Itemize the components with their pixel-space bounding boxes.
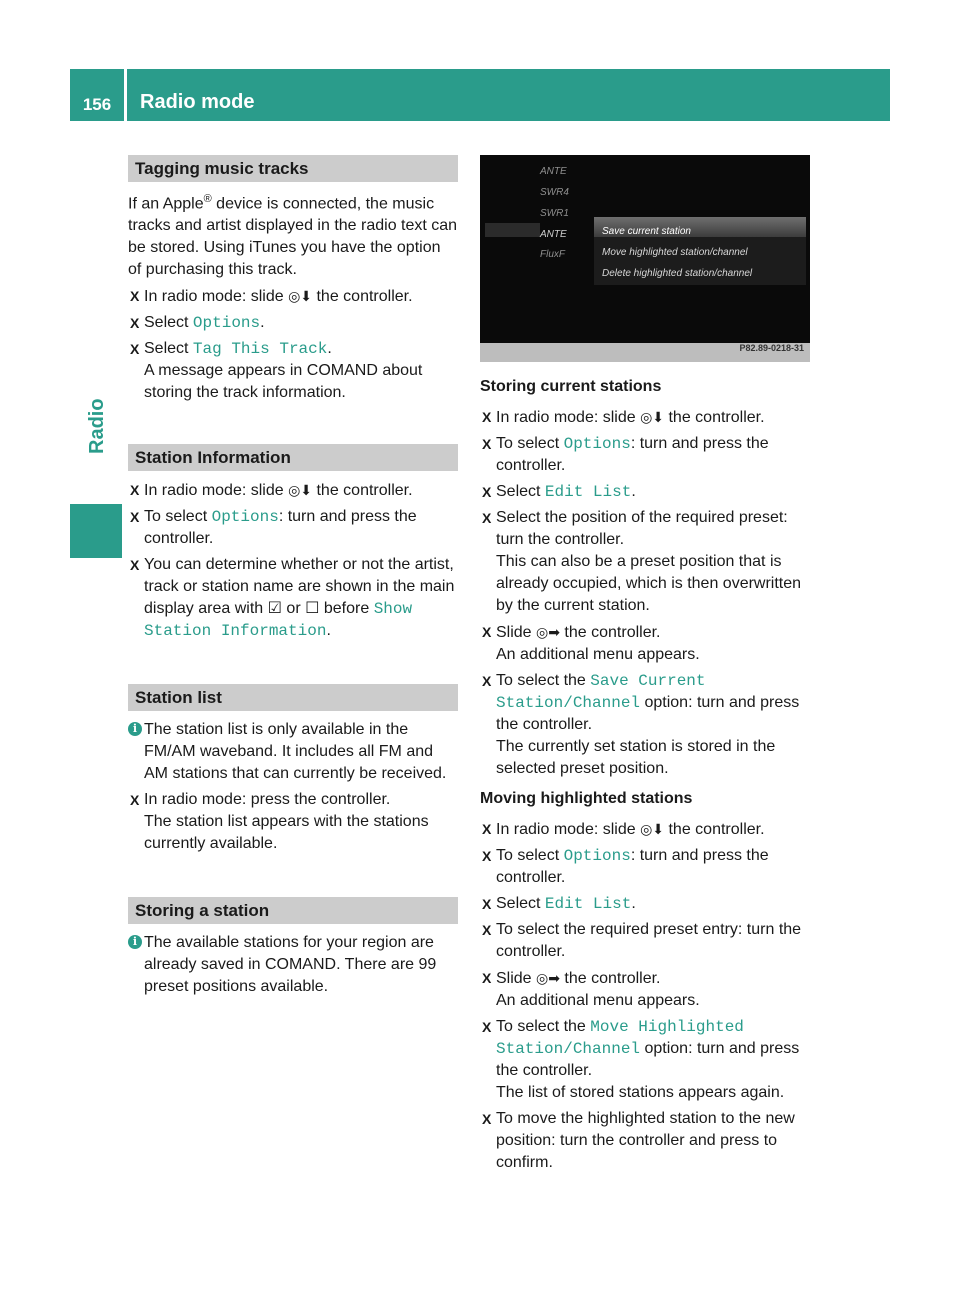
step-note: This can also be a preset position that is already occupied, which is then overwritten by the current station. bbox=[496, 553, 802, 614]
step-arrow-icon: X bbox=[482, 922, 492, 938]
step-arrow-icon: X bbox=[482, 1019, 492, 1035]
controller-icon: ◎➡ bbox=[536, 970, 560, 986]
step: X To move the highlighted station to the new position: turn the controller and press to confirm. bbox=[482, 1110, 795, 1171]
step: X Slide ◎➡ the controller. An additional menu appears. bbox=[480, 967, 812, 1012]
station-list-preview bbox=[480, 155, 590, 343]
step-arrow-icon: X bbox=[130, 509, 140, 526]
info-note: i The available stations for your region are already saved in COMAND. There are 99 preset positions available. bbox=[128, 932, 458, 998]
step: X You can determine whether or not the artist, track or station name are shown in the main display area with ☑ or ☐ before Show Station Information. bbox=[130, 556, 455, 641]
step-arrow-icon: X bbox=[130, 341, 140, 358]
step-arrow-icon: X bbox=[482, 848, 492, 864]
step: X In radio mode: slide ◎⬇ the controller. bbox=[128, 479, 458, 502]
controller-icon: ◎⬇ bbox=[288, 288, 313, 305]
step: X To select the Save Current Station/Channel option: turn and press the controller. The currently set station is stored in the selected preset position. bbox=[482, 672, 800, 777]
subheading-moving: Moving highlighted stations bbox=[480, 790, 693, 807]
step: X To select Options: turn and press the controller. bbox=[482, 847, 769, 886]
side-tab bbox=[78, 392, 118, 492]
step-note: An additional menu appears. bbox=[496, 646, 700, 663]
controller-icon: ◎➡ bbox=[536, 624, 560, 640]
header-separator bbox=[124, 69, 127, 121]
controller-icon: ◎⬇ bbox=[288, 482, 313, 499]
menu-term: Save Current Station/Channel bbox=[496, 672, 706, 712]
step-arrow-icon: X bbox=[130, 792, 140, 809]
menu-term: Tag This Track bbox=[192, 340, 328, 359]
menu-term: Options bbox=[192, 314, 261, 333]
list-item: ANTE bbox=[540, 229, 567, 240]
step-note: A message appears in COMAND about storing the track information. bbox=[144, 362, 423, 402]
step-arrow-icon: X bbox=[482, 624, 492, 640]
info-note: i The station list is only available in the FM/AM waveband. It includes all FM and AM stations that can currently be received. bbox=[128, 719, 458, 785]
side-tab-label: Radio bbox=[86, 398, 108, 454]
step-arrow-icon: X bbox=[482, 484, 492, 500]
left-column bbox=[128, 155, 458, 998]
step-arrow-icon: X bbox=[130, 557, 140, 574]
step: X In radio mode: press the controller. The station list appears with the stations currently available. bbox=[130, 791, 429, 853]
step-arrow-icon: X bbox=[482, 673, 492, 689]
list-item: ANTE bbox=[540, 166, 567, 177]
step-arrow-icon: X bbox=[482, 896, 492, 912]
controller-icon: ◎⬇ bbox=[640, 821, 665, 837]
checkbox-empty-icon: ☐ bbox=[305, 600, 320, 618]
step-arrow-icon: X bbox=[482, 821, 492, 837]
checkbox-checked-icon: ☑ bbox=[267, 600, 282, 618]
section-heading-tagging: Tagging music tracks bbox=[128, 155, 458, 182]
controller-icon: ◎⬇ bbox=[640, 409, 665, 425]
step: X Select Edit List. bbox=[482, 483, 636, 501]
step: X Select the position of the required preset: turn the controller. This can also be a preset position that is already occupied, which is then overwritten by the current station. bbox=[482, 509, 802, 614]
side-tab-block bbox=[70, 504, 122, 558]
menu-term: Move Highlighted Station/Channel bbox=[496, 1018, 744, 1058]
step-arrow-icon: X bbox=[482, 510, 492, 526]
menu-item: Move highlighted station/channel bbox=[602, 247, 748, 258]
step-note: The currently set station is stored in the selected preset position. bbox=[496, 738, 776, 777]
step-arrow-icon: X bbox=[482, 1111, 492, 1127]
list-item: SWR1 bbox=[540, 208, 569, 219]
context-menu-preview bbox=[594, 217, 806, 285]
menu-term: Options bbox=[211, 508, 279, 527]
step: X In radio mode: slide ◎⬇ the controller. bbox=[480, 818, 812, 841]
step-arrow-icon: X bbox=[482, 409, 492, 425]
step: X Slide ◎➡ the controller. An additional menu appears. bbox=[480, 621, 812, 666]
step-note: The station list appears with the stations currently available. bbox=[144, 813, 429, 853]
step: X To select Options: turn and press the controller. bbox=[482, 435, 769, 474]
step: X To select Options: turn and press the controller. bbox=[130, 508, 417, 548]
step-note: The list of stored stations appears again. bbox=[496, 1084, 785, 1101]
step-arrow-icon: X bbox=[130, 482, 140, 499]
step-arrow-icon: X bbox=[130, 315, 140, 332]
menu-term: Edit List bbox=[544, 483, 632, 501]
step: X Select Options. bbox=[130, 314, 265, 333]
menu-item: Delete highlighted station/channel bbox=[602, 268, 753, 279]
step: X In radio mode: slide ◎⬇ the controller. bbox=[480, 406, 812, 429]
page-number: 156 bbox=[82, 95, 112, 114]
step-arrow-icon: X bbox=[130, 288, 140, 305]
info-icon: i bbox=[128, 722, 142, 736]
menu-item: Save current station bbox=[602, 226, 691, 237]
section-heading-storing: Storing a station bbox=[128, 897, 458, 924]
step: X To select the required preset entry: turn the controller. bbox=[482, 921, 802, 960]
comand-screenshot bbox=[480, 155, 810, 362]
step: X In radio mode: slide ◎⬇ the controller. bbox=[128, 285, 458, 308]
list-item: SWR4 bbox=[540, 187, 569, 198]
menu-term: Edit List bbox=[544, 895, 632, 913]
step-arrow-icon: X bbox=[482, 436, 492, 452]
menu-term: Show Station Information bbox=[144, 600, 413, 641]
image-code: P82.89-0218-31 bbox=[739, 343, 804, 353]
subheading-storing-current: Storing current stations bbox=[480, 378, 662, 395]
right-column bbox=[480, 155, 812, 1174]
step-note: An additional menu appears. bbox=[496, 992, 700, 1009]
step: X To select the Move Highlighted Station/Channel option: turn and press the controller. The list of stored stations appears again. bbox=[482, 1018, 800, 1101]
list-item: FluxF bbox=[540, 249, 565, 260]
step: X Select Edit List. bbox=[482, 895, 636, 913]
menu-term: Options bbox=[563, 435, 631, 453]
tagging-intro: If an Apple® device is connected, the music tracks and artist displayed in the radio text can be stored. Using iTunes you have the option of purchasing this track. bbox=[128, 193, 458, 279]
section-heading-station-information: Station Information bbox=[128, 444, 458, 471]
step-arrow-icon: X bbox=[482, 970, 492, 986]
section-heading-station-list: Station list bbox=[128, 684, 458, 711]
info-icon: i bbox=[128, 935, 142, 949]
step: X Select Tag This Track. A message appears in COMAND about storing the track information. bbox=[130, 340, 423, 402]
chapter-title: Radio mode bbox=[140, 91, 255, 113]
menu-term: Options bbox=[563, 847, 631, 865]
